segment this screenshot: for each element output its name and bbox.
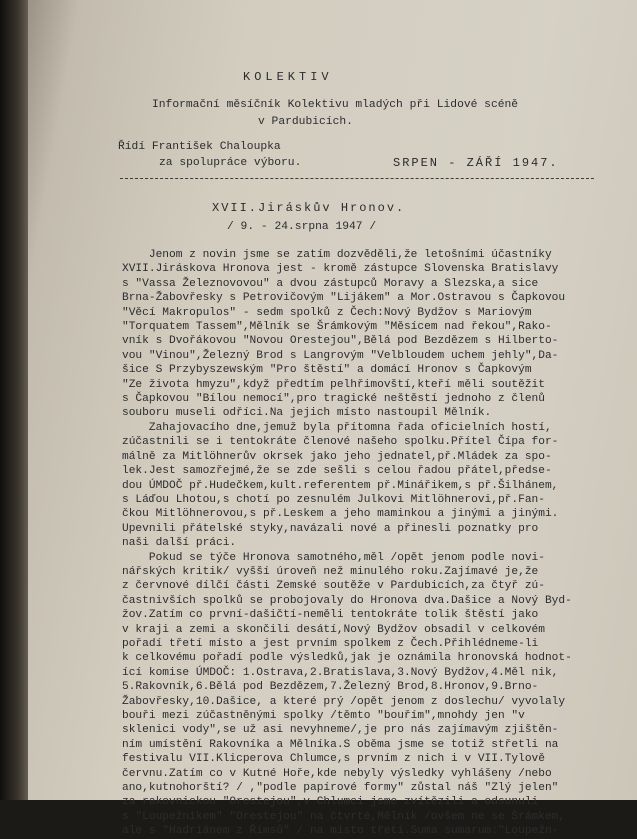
issue-date: SRPEN - ZÁŘÍ 1947. — [393, 156, 559, 170]
article-body: Jenom z novin jsme se zatím dozvěděli,že letošními účastníky XVII.Jiráskova Hronova jest - kromě zástupce Slovenska Bratislavy s "Vassa Železnovovou" a dvou zástupců Moravy a Slezska,a sice Brna-Žabovřesky s Petrovičovým "Lijákem" a Mor.Ostravou s Čapkovou "Věcí Makropulos" - sedm spolků z Čech:Nový Bydžov s Mariovým "Torquatem Tassem",Mělník se Šrámkovým "Měsícem nad řekou",Rako- vník s Dvořákovou "Novou Orestejou",Bělá pod Bezdězem s Hilberto- vou "Vinou",Železný Brod s Langrovým "Velbloudem uchem jehly",Da- šice S Przybyszewským "Pro štěstí" a domácí Hronov s Čapkovým "Ze života hmyzu",když předtím pelhřimovští,kteří měli soutěžit s Čapkovou "Bílou nemocí",pro tragické neštěstí jednoho z členů souboru museli odříci.Na jejich místo nastoupil Mělník. Zahajovacího dne,jemuž byla přítomna řada oficielních hostí, zúčastnili se i tentokráte členové našeho spolku.Přítel Čípa for- málně za Mitlöhnerův okrsek jako jeho jednatel,př.Mládek za spo- lek.Jest samozřejmé,že se zde sešli s celou řadou přátel,předse- dou ÚMDOČ př.Hudečkem,kult.referentem př.Minářikem,s př.Šilhánem, s Láďou Lhotou,s chotí po zesnulém Julkovi Mitlöhnerovi,př.Fan- čkou Mitlöhnerovou,s př.Leskem a jeho maminkou a jinými a jinými. Upevnili přátelské styky,navázali nové a přinesli poznatky pro naši další práci. Pokud se týče Hronova samotného,měl /opět jenom podle novi- nářských kritik/ vyšší úroveň než minulého roku.Zajímavé je,že z červnové dílčí části Zemské soutěže v Pardubicích,za čtyř zú- častnivších spolků se probojovaly do Hronova dva.Dašice a Nový Byd- žov.Zatím co první-dašičtí-neměli tentokráte tolik štěstí jako v kraji a zemi a skončili desátí,Nový Bydžov obsadil v celkovém pořadí třetí místo a jest prvním spolkem z Čech.Přihlédneme-li k celkovému pořadí podle výsledků,jak je oznámila hronovská hodnot- ící komise ÚMDOČ: 1.Ostrava,2.Bratislava,3.Nový Bydžov,4.Měl nik, 5.Rakovník,6.Bělá pod Bezdězem,7.Železný Brod,8.Hronov,9.Brno- Žabovřesky,10.Dašice, a které prý /opět jenom z doslechu/ vyvolaly bouři mezi zúčastněnými spolky /těmto "bouřím",mnohdy jen "v sklenici vody",se už asi nevyhneme/,je pro nás zajímavým zjištěn- ním umístění Rakovníka a Mělníka.S oběma jsme se totiž střetli na festivalu VII.Klicperova Chlumce,s prvním z nich i v VII.Tylově červnu.Zatím co v Kutné Hoře,kde nebyly výsledky vyhlášeny /nebo ano,kutnohorští? / ,"podle papírové formy" zůstal náš "Zlý jelen" za rakovnickou "Orestejou",v Chlumci jsme zvítězili a odsunuli s "Loupežníkem" "Orestejou" na čtvrté,Mělník /ovšem ne se Šrámkem, ale s "Hadriánem z Římsů" / na místo třetí.Suma sumarum:"Loupežn- — [122, 249, 572, 838]
editor-line-1: Řídí František Chaloupka — [118, 141, 281, 153]
article-heading: XVII.Jiráskův Hronov. — [212, 201, 406, 215]
newsletter-subtitle-line-1: Informační měsíčník Kolektivu mladých při Lidové scéně — [152, 99, 519, 111]
document-page — [28, 0, 637, 838]
editor-line-2: za spolupráce výboru. — [159, 157, 302, 169]
newsletter-subtitle-line-2: v Pardubicích. — [258, 116, 353, 128]
book-spine-shadow — [0, 0, 30, 800]
newsletter-title: KOLEKTIV — [243, 70, 333, 84]
dashed-divider — [120, 178, 594, 179]
article-dates: / 9. - 24.srpna 1947 / — [227, 221, 377, 233]
